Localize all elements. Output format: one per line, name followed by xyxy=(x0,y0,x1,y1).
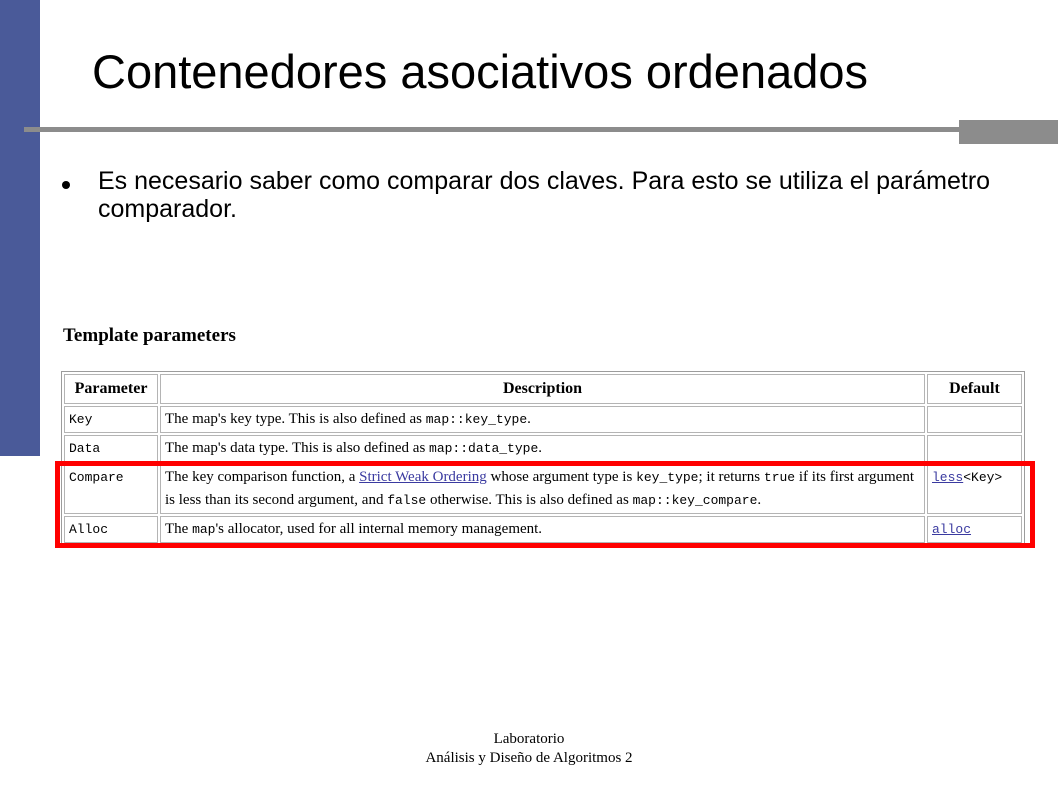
less-link[interactable]: less xyxy=(932,470,964,485)
desc-code: map xyxy=(192,522,216,537)
slide-title: Contenedores asociativos ordenados xyxy=(92,45,869,98)
table-header-row xyxy=(64,374,1022,404)
desc-text: ; it returns xyxy=(698,469,764,485)
desc-text: The key comparison function, a xyxy=(165,469,360,485)
desc-text: . xyxy=(538,440,542,456)
param-name xyxy=(64,435,158,462)
bullet-text: Es necesario saber como comparar dos claves. Para esto se utiliza el parámetro comparador. xyxy=(98,167,991,223)
param-default xyxy=(927,435,1022,462)
desc-text: otherwise. This is also defined as xyxy=(426,492,633,508)
default-text: <Key> xyxy=(963,470,1003,485)
desc-code: map::key_compare xyxy=(632,493,758,508)
template-parameters-heading: Template parameters xyxy=(63,325,236,346)
desc-code: false xyxy=(387,493,427,508)
header-default: Default xyxy=(927,374,1022,404)
desc-text: The map's key type. This is also defined as xyxy=(165,411,426,427)
param-name-text: Alloc xyxy=(69,522,109,537)
table-row-data xyxy=(64,435,1022,462)
bullet-icon xyxy=(62,181,70,189)
desc-text: . xyxy=(757,492,762,508)
title-underline-block xyxy=(959,120,1058,144)
param-name xyxy=(64,406,158,433)
param-default xyxy=(927,406,1022,433)
desc-text: if its first argument is less than its second argument, and xyxy=(165,469,914,508)
desc-text: . xyxy=(527,411,531,427)
table-row-key xyxy=(64,406,1022,433)
left-accent-bar xyxy=(0,0,40,456)
param-name-text: Compare xyxy=(69,470,124,485)
param-name-text: Data xyxy=(69,441,101,456)
compare-row-highlight xyxy=(55,461,1035,548)
desc-code: true xyxy=(763,470,796,485)
param-description xyxy=(160,435,925,462)
desc-text: The xyxy=(165,521,193,537)
header-description: Description xyxy=(160,374,925,404)
desc-text: 's allocator, used for all internal memory management. xyxy=(215,521,543,537)
footer-line-1: Laboratorio xyxy=(493,731,565,747)
alloc-link[interactable]: alloc xyxy=(932,522,972,537)
desc-text: whose argument type is xyxy=(486,469,637,485)
footer-line-2: Análisis y Diseño de Algoritmos 2 xyxy=(425,750,633,766)
slide-footer xyxy=(0,730,1058,768)
desc-text: The map's data type. This is also defined as xyxy=(165,440,430,456)
strict-weak-ordering-link[interactable]: Strict Weak Ordering xyxy=(359,469,487,485)
param-description xyxy=(160,406,925,433)
desc-code: map::data_type xyxy=(429,441,539,456)
desc-code: map::key_type xyxy=(425,412,528,427)
param-name-text: Key xyxy=(69,412,93,427)
desc-code: key_type xyxy=(636,470,699,485)
header-parameter: Parameter xyxy=(64,374,158,404)
title-underline xyxy=(24,127,1058,132)
